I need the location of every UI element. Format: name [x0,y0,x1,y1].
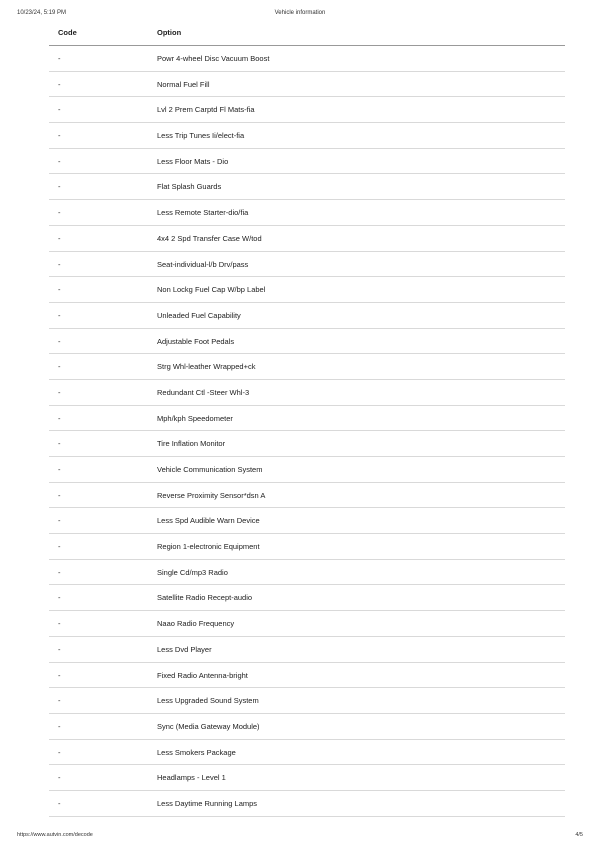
cell-code: - [58,362,61,372]
cell-option: Less Remote Starter-dio/fia [157,208,249,218]
cell-option: Satellite Radio Recept-audio [157,593,253,603]
cell-option: Mph/kph Speedometer [157,413,233,423]
table-row [49,740,565,766]
print-timestamp: 10/23/24, 5:19 PM [17,10,67,16]
cell-code: - [58,465,61,474]
cell-option: Adjustable Foot Pedals [157,336,235,346]
table-row [49,406,565,432]
table-row [49,252,565,278]
cell-option: Headlamps - Level 1 [157,773,226,783]
cell-option: Less Upgraded Sound System [157,696,259,706]
cell-option: Less Floor Mats - Dio [157,156,229,166]
cell-option: Unleaded Fuel Capability [157,310,241,320]
cell-code: - [58,593,61,603]
cell-option: Powr 4-wheel Disc Vacuum Boost [157,54,270,63]
cell-code: - [58,490,61,500]
page-title: Vehicle information [274,10,326,16]
cell-code: - [58,619,61,629]
cell-code: - [58,439,61,449]
cell-code: - [58,233,61,243]
cell-option: Seat-individual-l/b Drv/pass [157,259,249,269]
cell-code: - [58,310,61,320]
cell-code: - [58,285,61,295]
table-row [49,663,565,689]
cell-option: Less Spd Audible Warn Device [157,516,260,526]
table-row [49,303,565,329]
table-row [49,585,565,611]
cell-code: - [58,798,61,808]
cell-code: - [58,54,61,63]
table-row [49,380,565,406]
table-row [49,457,565,483]
cell-code: - [58,413,61,423]
cell-option: 4x4 2 Spd Transfer Case W/tod [157,233,262,243]
footer-url: https://www.autvin.com/decode [17,832,93,838]
table-row [49,611,565,637]
cell-code: - [58,105,61,115]
cell-option: Fixed Radio Antenna-bright [157,670,248,680]
cell-option: Flat Splash Guards [157,182,222,192]
table-row [49,688,565,714]
table-row [49,560,565,586]
cell-option: Normal Fuel Fill [157,79,210,89]
table-row [49,765,565,791]
cell-code: - [58,644,61,654]
table-row [49,354,565,380]
table-row [49,637,565,663]
cell-code: - [58,131,61,141]
cell-code: - [58,259,61,269]
cell-option: Reverse Proximity Sensor*dsn A [157,490,266,500]
cell-option: Naao Radio Frequency [157,619,235,629]
cell-code: - [58,567,61,577]
footer-page-number: 4/5 [575,832,583,838]
cell-option: Strg Whl-leather Wrapped+ck [157,362,256,372]
cell-option: Vehicle Communication System [157,465,263,474]
table-row [49,46,565,72]
table-row [49,791,565,817]
cell-option: Less Smokers Package [157,747,236,757]
cell-option: Region 1-electronic Equipment [157,542,260,552]
cell-code: - [58,156,61,166]
cell-option: Tire Inflation Monitor [157,439,226,449]
table-row [49,329,565,355]
cell-option: Less Dvd Player [157,644,212,654]
table-header-row [49,20,565,46]
cell-option: Less Trip Tunes Ii/elect-fia [157,131,245,141]
cell-code: - [58,696,61,706]
table-row [49,226,565,252]
table-row [49,431,565,457]
cell-option: Non Lockg Fuel Cap W/bp Label [157,285,266,295]
vehicle-options-table [49,20,565,817]
cell-option: Less Daytime Running Lamps [157,798,258,808]
cell-code: - [58,542,61,552]
table-row [49,483,565,509]
table-row [49,123,565,149]
cell-code: - [58,182,61,192]
cell-code: - [58,670,61,680]
cell-option: Lvl 2 Prem Carptd Fl Mats-fia [157,105,255,115]
table-row [49,174,565,200]
cell-code: - [58,773,61,783]
table-row [49,72,565,98]
cell-option: Sync (Media Gateway Module) [157,721,260,731]
table-row [49,97,565,123]
cell-code: - [58,747,61,757]
cell-code: - [58,208,61,218]
table-row [49,508,565,534]
cell-option: Single Cd/mp3 Radio [157,567,228,577]
cell-code: - [58,721,61,731]
table-row [49,149,565,175]
cell-code: - [58,79,61,89]
table-row [49,714,565,740]
table-body [49,46,565,817]
cell-code: - [58,336,61,346]
table-row [49,277,565,303]
cell-code: - [58,387,61,397]
column-header-option: Option [157,28,182,37]
column-header-code: Code [58,28,77,37]
cell-code: - [58,516,61,526]
table-row [49,534,565,560]
table-row [49,200,565,226]
cell-option: Redundant Ctl -Steer Whl-3 [157,387,250,397]
